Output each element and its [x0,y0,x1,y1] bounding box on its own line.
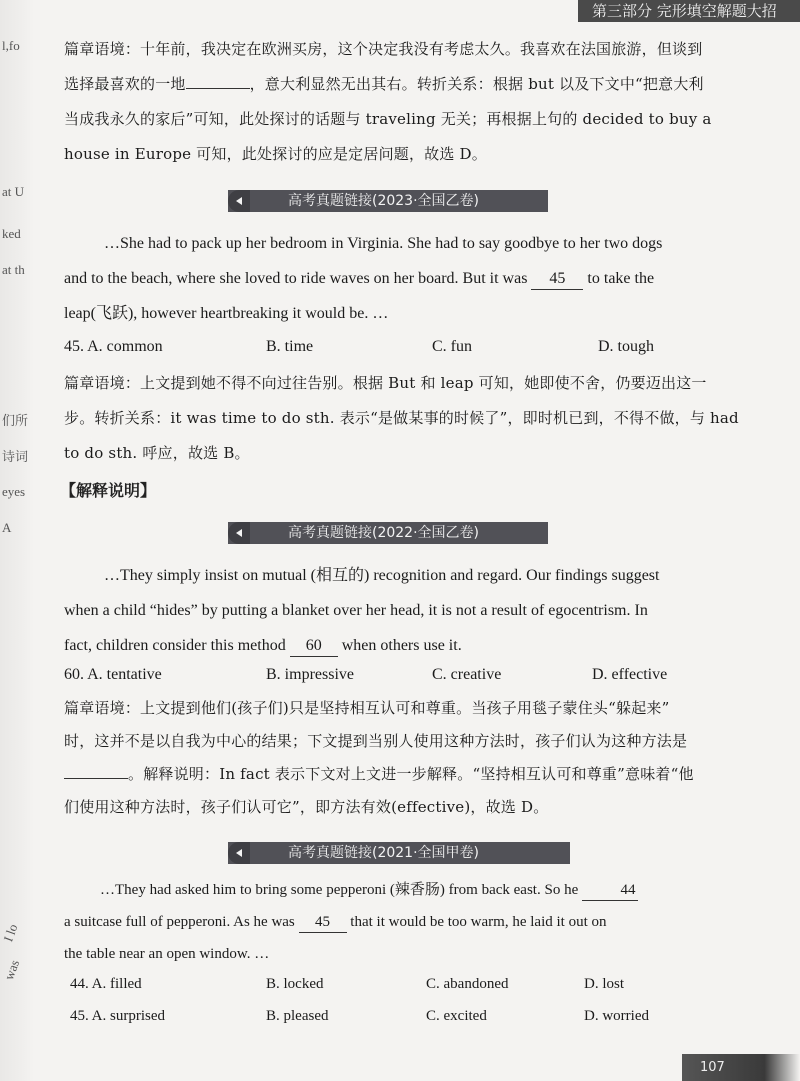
explanation-line: to do sth. 呼应，故选 B。 [64,444,250,462]
option: D. tough [598,338,654,355]
option: C. abandoned [426,976,509,992]
passage-2021 [64,874,756,970]
explanation-line: house in Europe 可知，此处探讨的应是定居问题，故选 D。 [64,145,487,163]
passage-2023 [64,226,756,331]
option: 60. A. tentative [64,666,162,683]
option: B. impressive [266,666,354,683]
explanation-block-2 [64,366,756,471]
context-label: 篇章语境 [64,699,125,717]
answer-blank: 45 [299,912,347,933]
option: C. fun [432,338,472,355]
arrow-icon [228,190,250,212]
margin-fragment: I lo [0,921,21,944]
passage-line: …They simply insist on mutual (相互的) recognition and regard. Our findings suggest [104,567,660,584]
option: 44. A. filled [70,976,142,992]
option: B. time [266,338,314,355]
option: D. worried [584,1008,649,1024]
explanation-line: 。解释说明：In fact 表示下文对上文进一步解释。“坚持相互认可和尊重”意味着“他 [64,758,756,791]
passage-line: when a child “hides” by putting a blanket over her head, it is not a result of egocentrism. In [64,602,648,619]
explanation-line: 步。转折关系：it was time to do sth. 表示“是做某事的时候了”，即时机已到，不得不做，与 had [64,409,739,427]
margin-fragment: was [1,957,23,982]
answer-blank: 44 [582,880,638,901]
margin-fragment: ked [2,226,21,241]
page-number: 107 [682,1054,800,1081]
explanation-block-3 [64,692,756,824]
section-heading: 【解释说明】 [60,481,157,500]
exam-link-banner: 高考真题链接(2021·全国甲卷) [228,842,570,864]
arrow-icon [228,842,250,864]
passage-line: and to the beach, where she loved to ride waves on her board. But it was 45 to take the [64,261,756,296]
transition-label: 转折关系 [416,75,478,93]
passage-line: a suitcase full of pepperoni. As he was 45 that it would be too warm, he laid it out on [64,906,756,938]
exam-link-banner: 高考真题链接(2022·全国乙卷) [228,522,548,544]
explanation-line: 篇章语境：上文提到他们(孩子们)只是坚持相互认可和尊重。当孩子用毯子蒙住头“躲起来” [64,699,670,717]
passage-2022 [64,558,756,663]
running-header: 第三部分 完形填空解题大招 [578,0,800,22]
passage-line: …She had to pack up her bedroom in Virginia. She had to say goodbye to her two dogs [104,235,663,252]
facing-page-edge [0,0,34,1081]
explanation-line: 当成我永久的家后”可知，此处探讨的话题与 traveling 无关；再根据上句的 decided to buy a [64,110,712,128]
option: D. lost [584,976,625,992]
arrow-icon [228,522,250,544]
answer-blank [186,88,250,89]
margin-fragment: 们所 [2,413,29,428]
explanation-line: 篇章语境：十年前，我决定在欧洲买房，这个决定我没有考虑太久。我喜欢在法国旅游，但谈到 [64,40,703,58]
margin-fragment: 诗词 [2,449,29,464]
option: C. creative [432,666,502,683]
option: D. effective [592,666,668,683]
option: C. excited [426,1008,487,1024]
passage-line: the table near an open window. … [64,946,270,962]
passage-line: leap(飞跃), however heartbreaking it would be. … [64,305,389,322]
transition-label: 转折关系 [94,409,156,427]
answer-blank [64,778,128,779]
margin-fragment: at U [2,184,25,199]
explanation-line: 时，这并不是以自我为中心的结果；下文提到当别人使用这种方法时，孩子们认为这种方法是 [64,732,688,750]
margin-fragment: l,fo [2,38,20,53]
option: 45. A. common [64,338,163,355]
margin-fragment: eyes [2,484,26,499]
explanation-block-1 [64,32,756,172]
answer-blank: 45 [531,269,583,290]
exam-link-banner: 高考真题链接(2023·全国乙卷) [228,190,548,212]
context-label: 篇章语境 [64,40,125,58]
answer-blank: 60 [290,636,338,657]
explanation-line: 篇章语境：上文提到她不得不向过往告别。根据 But 和 leap 可知，她即使不舍，仍要迈出这一 [64,374,707,392]
explain-label: 解释说明 [143,765,205,783]
option: 45. A. surprised [70,1008,165,1024]
margin-fragment: A [2,520,12,535]
margin-fragment: at th [2,262,25,277]
explanation-line: 们使用这种方法时，孩子们认可它”，即方法有效(effective)，故选 D。 [64,798,549,816]
explanation-line: 选择最喜欢的一地 ，意大利显然无出其右。转折关系：根据 but 以及下文中“把意大利 [64,75,704,93]
context-label: 篇章语境 [64,374,125,392]
option: B. locked [266,976,324,992]
passage-line: …They had asked him to bring some pepperoni (辣香肠) from back east. So he 44 [64,874,756,906]
passage-line: fact, children consider this method 60 when others use it. [64,628,756,663]
option: B. pleased [266,1008,329,1024]
